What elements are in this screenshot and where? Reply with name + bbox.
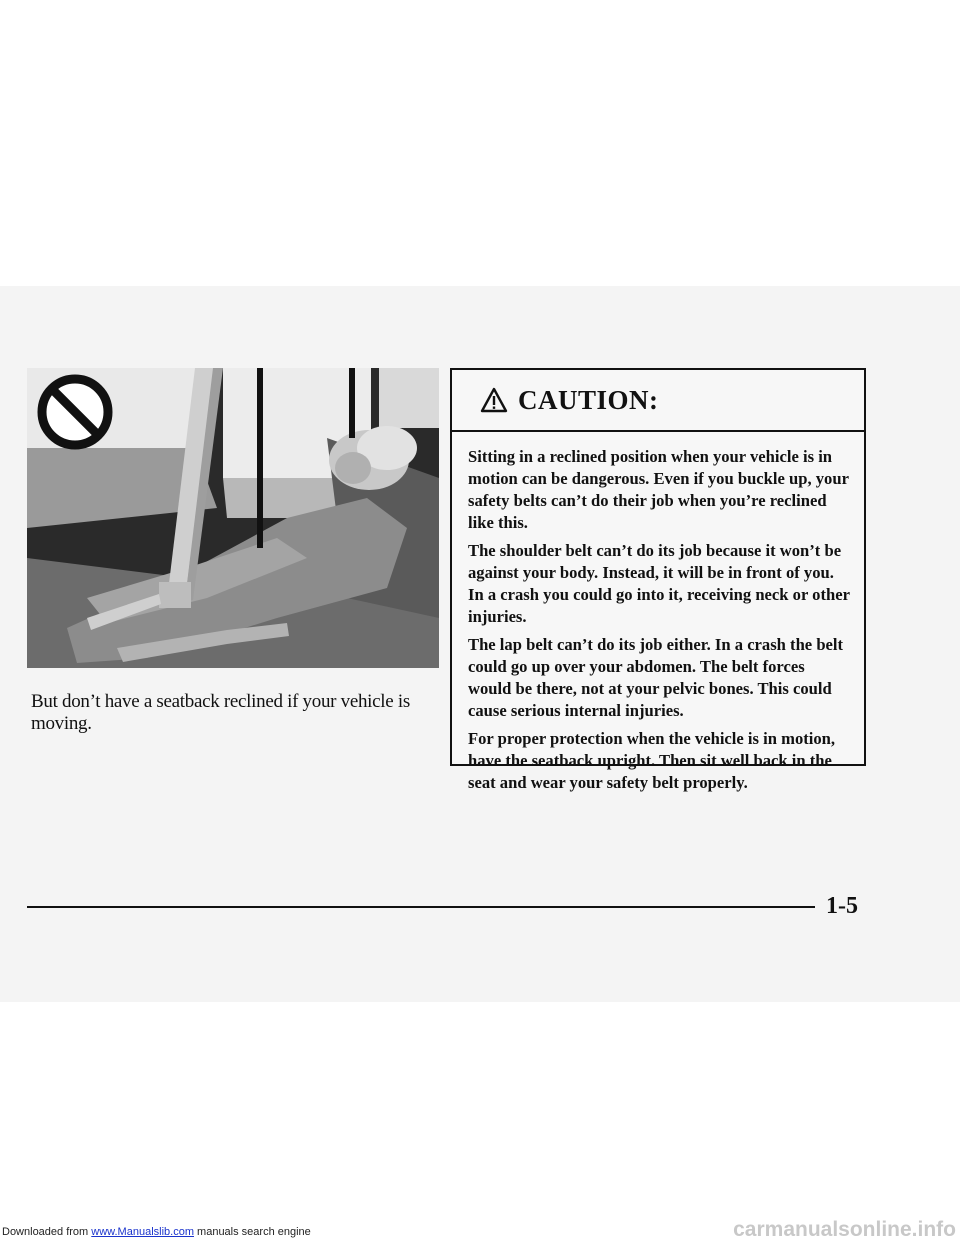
warning-triangle-icon [480, 387, 508, 413]
caution-header [452, 370, 864, 432]
reclined-passenger-illustration [27, 368, 439, 668]
caution-paragraph: Sitting in a reclined position when your vehicle is in motion can be dangerous. Even if you buckle up, your safety belts can’t do their job when you’re reclined like this. [468, 447, 849, 532]
caution-box [450, 368, 866, 792]
download-prefix: Downloaded from [2, 1226, 92, 1238]
manualslib-link[interactable]: www.Manualslib.com [91, 1226, 194, 1238]
figure-caption: But don’t have a seatback reclined if your vehicle is moving. [31, 691, 410, 734]
page-number: 1-5 [826, 893, 858, 919]
prohibition-icon [42, 379, 108, 445]
watermark: carmanualsonline.info [733, 1218, 956, 1241]
caution-paragraph: The lap belt can’t do its job either. In a crash the belt could go up over your abdomen. The belt forces would be there, not at your pelvic bones. This could cause serious internal injuries. [468, 635, 844, 720]
caution-body [452, 432, 864, 794]
caution-paragraph: For proper protection when the vehicle is in motion, have the seatback upright. Then sit well back in the seat and wear your safety belt properly. [468, 729, 836, 792]
caution-paragraph: The shoulder belt can’t do its job because it won’t be against your body. Instead, it will be in front of you. In a crash you could go into it, receiving neck or other injuries. [468, 541, 850, 626]
download-source-line [2, 1226, 311, 1238]
download-suffix: manuals search engine [193, 1226, 311, 1238]
footer-rule [27, 906, 815, 908]
caution-title: CAUTION: [518, 384, 659, 415]
